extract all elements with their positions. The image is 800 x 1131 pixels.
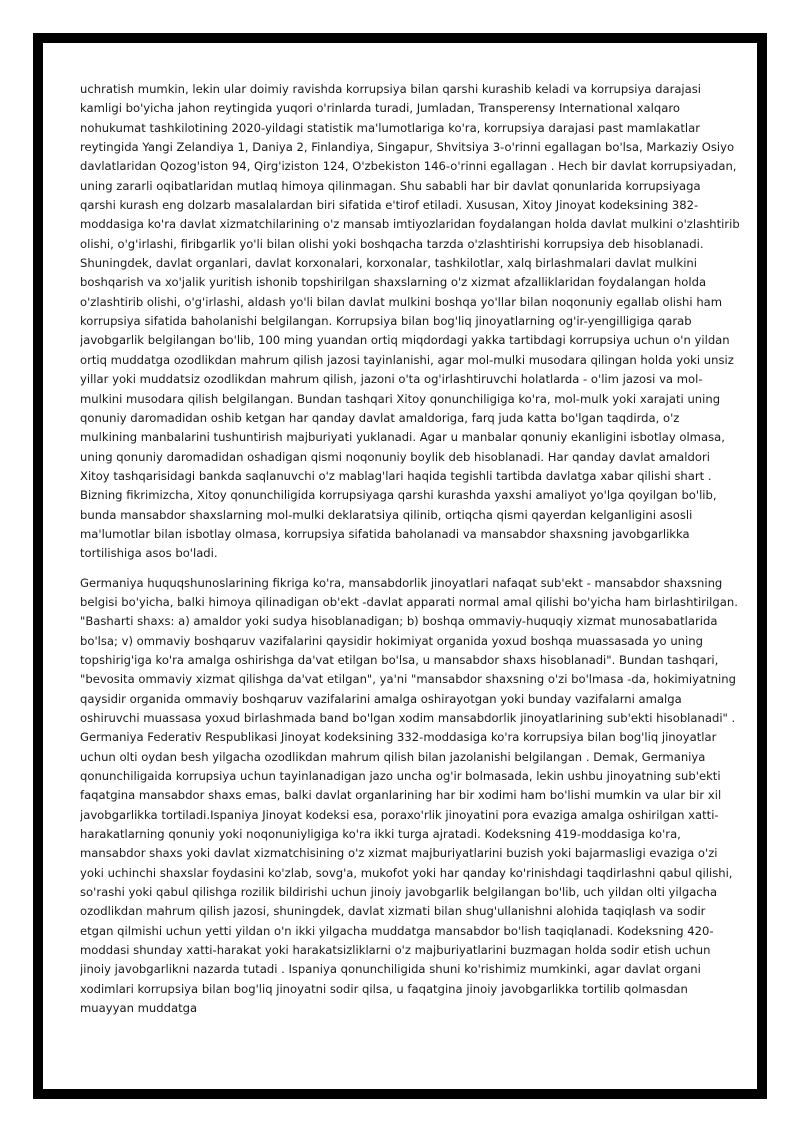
paragraph-germany-spain-corruption: Germaniya huquqshunoslarining fikriga ko'ra, mansabdorlik jinoyatlari nafaqat sub'ekt - mansabdor shaxsning belgisi bo'yicha, balki himoya qilinadigan ob'ekt -davlat apparati normal amal qilishi bo'yicha ham birlashtirilgan. "Basharti shaxs: a) amaldor yoki sudya hisoblanadigan; b) boshqa ommaviy-huquqiy xizmat munosabatlarida bo'lsa; v) ommaviy boshqaruv vazifalarini qaysidir hokimiyat organida yoxud boshqa muassasada yo uning topshirig'iga ko'ra amalga oshirishga da'vat etilgan bo'lsa, u mansabdor shaxs hisoblanadi". Bundan tashqari, "bevosita ommaviy xizmat qilishga da'vat etilgan", ya'ni "mansabdor shaxsning o'zi bo'lmasa -da, hokimiyatning qaysidir organida ommaviy boshqaruv vazifalarini amalga oshirayotgan yoki bunday vazifalarni amalga oshiruvchi muassasa yoxud birlashmada band bo'lgan xodim mansabdorlik jinoyatlarining sub'ekti hisoblanadi" . Germaniya Federativ Respublikasi Jinoyat kodeksining 332-moddasiga ko'ra korrupsiya bilan bog'liq jinoyatlar uchun olti oydan besh yilgacha ozodlikdan mahrum qilish bilan jazolanishi belgilangan . Demak, Germaniya qonunchiligaida korrupsiya uchun tayinlanadigan jazo uncha og'ir bolmasada, lekin ushbu jinoyatning sub'ekti faqatgina mansabdor shaxs emas, balki davlat organlarining har bir xodimi ham bo'lishi mumkin va ular bir xil javobgarlikka tortiladi.Ispaniya Jinoyat kodeksi esa, poraxo'rlik jinoyatini pora evaziga amalga oshirilgan xatti-harakatlarning qonuniy yoki noqonuniyligiga ko'ra ikki turga ajratadi. Kodeksning 419-moddasiga ko'ra, mansabdor shaxs yoki davlat xizmatchisining o'z xizmat majburiyatlarini buzish yoki bajarmasligi evaziga o'zi yoki uchinchi shaxslar foydasini ko'zlab, sovg'a, mukofot yoki har qanday ko'rinishdagi taqdirlashni qabul qilishi, so'rashi yoki qabul qilishga rozilik bildirishi uchun jinoiy javobgarlik belgilangan bo'lib, uch yildan olti yilgacha ozodlikdan mahrum qilish jazosi, shuningdek, davlat xizmati bilan shug'ullanishni alohida taqiqlash va sodir etgan qilmishi uchun yetti yildan o'n ikki yilgacha muddatga mansabdor bo'lish taqiqlanadi. Kodeksning 420-moddasi shunday xatti-harakat yoki harakatsizliklarni o'z majburiyatlarini buzmagan holda sodir etish uchun jinoiy javobgarlikni nazarda tutadi . Ispaniya qonunchiligida shuni ko'rishimiz mumkinki, agar davlat organi xodimlari korrupsiya bilan bog'liq jinoyatni sodir qilsa, u faqatgina jinoiy javobgarlikka tortilib qolmasdan muayyan muddatga xyxy=(80,575,738,1016)
paragraph-china-corruption: uchratish mumkin, lekin ular doimiy ravishda korrupsiya bilan qarshi kurashib keladi va korrupsiya darajasi kamligi bo'yicha jahon reytingida yuqori o'rinlarda turadi, Jumladan, Transperensy International xalqaro nohukumat tashkilotining 2020-yildagi statistik ma'lumotlariga ko'ra, korrupsiya darajasi past mamlakatlar reytingida Yangi Zelandiya 1, Daniya 2, Finlandiya, Singapur, Shvitsiya 3-o'rinni egallagan bo'lsa, Markaziy Osiyo davlatlaridan Qozog'iston 94, Qirg'iziston 124, O'zbekiston 146-o'rinni egallagan . Hech bir davlat korrupsiyadan, uning zararli oqibatlaridan mutlaq himoya qilinmagan. Shu sababli har bir davlat qonunlarida korrupsiyaga qarshi kurash eng dolzarb masalalardan biri sifatida e'tirof etiladi. Xususan, Xitoy Jinoyat kodeksining 382-moddasiga ko'ra davlat xizmatchilarining o'z mansab imtiyozlaridan foydalangan holda davlat mulkini o'zlashtirib olishi, o'g'irlashi, firibgarlik yo'li bilan olishi yoki boshqacha tarzda o'zlashtirishi korrupsiya deb hisoblanadi. Shuningdek, davlat organlari, davlat korxonalari, korxonalar, tashkilotlar, xalq birlashmalari davlat mulkini boshqarish va xo'jalik yuritish ishonib topshirilgan shaxslarning o'z xizmat afzalliklaridan foydalangan holda o'zlashtirib olishi, o'g'irlashi, aldash yo'li bilan davlat mulkini boshqa yo'llar bilan noqonuniy egallab olishi ham korrupsiya sifatida baholanishi belgilangan. Korrupsiya bilan bog'liq jinoyatlarning og'ir-yengilligiga qarab javobgarlik belgilangan bo'lib, 100 ming yuandan ortiq miqdordagi yakka tartibdagi korrupsiya uchun o'n yildan ortiq muddatga ozodlikdan mahrum qilish jazosi tayinlanishi, agar mol-mulki musodara qilingan holda yoki unsiz yillar yoki muddatsiz ozodlikdan mahrum qilish, jazoni o'ta og'irlashtiruvchi holatlarda - o'lim jazosi va mol-mulkini musodara qilish belgilangan. Bundan tashqari Xitoy qonunchiligiga ko'ra, mol-mulk yoki xarajati uning qonuniy daromadidan oshib ketgan har qanday davlat amaldoriga, farq juda katta bo'lgan taqdirda, o'z mulkining manbalarini tushuntirish majburiyati yuklanadi. Agar u manbalar qonuniy ekanligini isbotlay olmasa, uning qonuniy daromadidan oshadigan qismi noqonuniy boylik deb hisoblanadi. Har qanday davlat amaldori Xitoy tashqarisidagi bankda saqlanuvchi o'z mablag'lari haqida tegishli tartibda davlatga xabar qilishi shart . Bizning fikrimizcha, Xitoy qonunchiligida korrupsiyaga qarshi kurashda yaxshi amaliyot yo'lga qoyilgan bo'lib, bunda mansabdor shaxslarning mol-mulki deklaratsiya qilinib, ortiqcha qismi qayerdan kelganligini asosli ma'lumotlar bilan isbotlay olmasa, korrupsiya sifatida baholanadi va mansabdor shaxsning javobgarlikka tortilishiga asos bo'ladi. xyxy=(80,82,740,561)
document-body xyxy=(80,80,740,1065)
